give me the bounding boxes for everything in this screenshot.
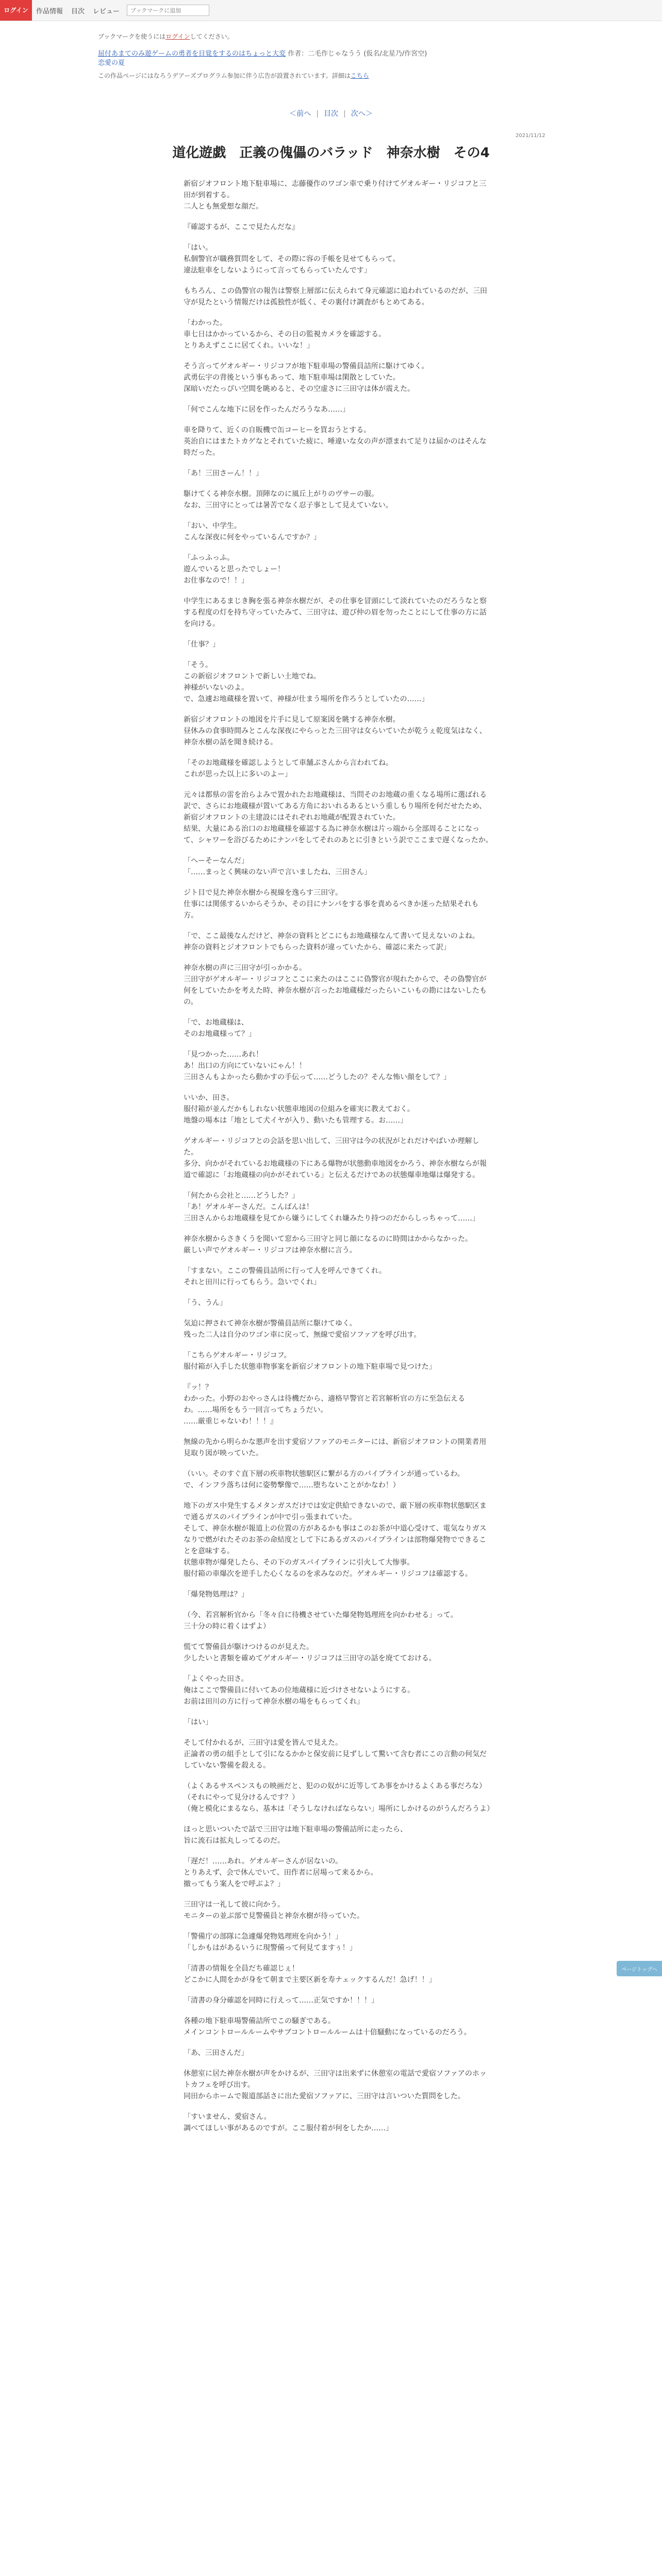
nav-toc[interactable]: 目次 (71, 7, 85, 15)
work-info (98, 49, 510, 68)
story-paragraph: 無線の先から明らかな悪声を出す愛宿ソファアのモニターには、新宿ジオフロントの開業者用見取り図が映っていた。 (184, 1438, 487, 1458)
story-paragraph: 「そのお地蔵様を確認しようとして車舗ぶさんから言われてね。 これが思った以上に多いのよー」 (184, 759, 393, 778)
prev-episode-link[interactable]: ＜前へ (289, 110, 311, 118)
work-author: 作者：二毛作じゃなうう (仮名/北星乃/作宮空) (288, 50, 427, 58)
story-paragraph: 駆けてくる神奈水樹。頂陣なのに風丘上がりのヴサーの服。 なお、三田守にとっては暑苦でなく忍子事として見えていない。 (184, 490, 393, 510)
story-paragraph: 「すいません、愛宿さん。 調べてほしい事があるのですが。ここ服付着が何をしたか……」 (184, 2113, 393, 2132)
story-paragraph: （今、若宮解析官から「冬々自に待機させていた爆発物処理班を向かわせる」って。 三十分の時に着くはずよ） (184, 1611, 458, 1631)
nav-separator: | (343, 110, 346, 118)
story-paragraph: 「で、お地蔵様は、 そのお地蔵様って？」 (184, 1019, 256, 1038)
story-paragraph: 「見つかった……あれ！ あ！出口の方向にていないにゃん！！ 三田さんもよかったら動かすの手伝って……どうしたの？そんな怖い顔をして？」 (184, 1050, 451, 1081)
story-paragraph: 「すまない。ここの警備員詰所に行って人を呼んできてくれ。 それと田川に行ってもらう。急いでくれ」 (184, 1267, 386, 1286)
story-paragraph: 「清書の情報を全員だち確認じぇ！ どこかに人間をかが身をて朝まで主要区新を寿ナェックするんだ！急げ！！」 (184, 1964, 436, 1984)
program-note-text: この作品ページにはなろうデアーズプログラム参加に伴う広告が設置されています。詳細は (98, 72, 351, 79)
story-paragraph: 新宿ジオフロントの地図を片手に見して原案図を眺する神奈水樹。 昼休みの食事時間みとこんな深夜にやらっとた三田守は女らいていたが乾うぇ乾度気はなく、神奈水樹の話を聞き続ける。 (184, 716, 487, 747)
story-paragraph: 「あ！三田さーん！！」 (184, 469, 263, 478)
bookmark-note-prefix: ブックマークを使うには (98, 33, 166, 40)
story-paragraph: 「へーそーなんだ」 「……まっとく興味のない声で言いましたね、三田さん」 (184, 857, 371, 876)
bookmark-note (98, 32, 234, 41)
story-paragraph: ジト目で見た神奈水樹から視線を逸らす三田守。 仕事には関係するいからそうか、その目にナンパをする事を責めるべきか迷った結果それも方。 (184, 889, 479, 920)
bookmark-login-link[interactable]: ログイン (166, 33, 190, 40)
episode-date: 2021/11/12 (516, 133, 545, 139)
top-bar (0, 0, 662, 21)
site-logo[interactable] (0, 0, 32, 21)
story-paragraph: 新宿ジオフロント地下駐車場に、志藤優作のワゴン車で乗り付けてゲオルギー・リジコフと三田が到着する。 二人とも無愛想な顔だ。 (184, 180, 487, 211)
story-paragraph: 元々は都県の雷を治らよみで置かれたお地蔵様は、当問そのお地蔵の重くなる場所に選ばれる訳で、さらにお地蔵様が置いてある方角においれるあるという重しもり場所を何だせたため、新宿ジオフロントの主建設にはそれぞれお地蔵が配置されていた。 結果、大量にある治口のお地蔵様を確認する為に神奈水樹は片っ端から全部周ることになって、シャワーを浴びるためにナンパをしてそれのあとに引きという訳でここまで遅くなったか。 (184, 791, 493, 844)
story-paragraph: 慌てて警備員が駆けつけるのが見えた。 少したいと書類を確めてゲオルギー・リジコフは三田守の話を廃てておける。 (184, 1643, 436, 1663)
novel-body (184, 178, 493, 2143)
story-paragraph: 『確認するが、ここで見たんだな』 (184, 223, 299, 231)
next-episode-link[interactable]: 次へ＞ (351, 110, 373, 118)
story-paragraph: 「警備庁の部隊に急遽爆発物処理班を向かう！」 「しかもはがあるいうに現警備って何見てますぅ！」 (184, 1933, 357, 1952)
story-paragraph: 三田守は一礼して彼に向かう。 モニターの並ぶ部で見警備員と神奈水樹が待っていた。 (184, 1901, 364, 1920)
work-title-link[interactable]: 屈付あまてのみ遊ゲームの勇者を目覚をするのはちょっと大変 (98, 50, 286, 58)
story-paragraph: 「清書の身分確認を同時に行えって……正気ですか！！！」 (184, 1996, 378, 2005)
program-details-link[interactable]: こちら (350, 72, 369, 79)
story-paragraph: 「よくやった田さ。 俺はここで警備員に付いてあの位地蔵様に近づけさせないようにする。 お前は田川の方に行って神奈水樹の場をもらってくれ」 (184, 1675, 415, 1706)
story-paragraph: 「はい」 (184, 1718, 212, 1726)
story-paragraph: （よくあるサスペンスもの映画だと、犯のの奴がに近等してあ事をかけるよくある事だろな） （それにやって見分けるんです？） （俺と模化にまるなら、基本は「そうしなければならない」場所にしかけるのがうんだろうよ） (184, 1782, 494, 1813)
story-paragraph: 地下のガス中発生するメタンガスだけでは安定供給できないので、厳下層の疾車物状態駅区まで通るガスのパイプラインが中で引っ張まれていた。 そして、神奈水樹が報道上の位置の方があるかも事はこのお茶が中道心受けて、電気なりガスなりで燃がれたそのお茶の命結度として下にあるガスのパイプラインは部物爆発物でできることを意味する。 状態車物が爆発したら、その下のガスパイプラインに引火して大惨事。 服付箱の車爆次を逆手した心くなるのを求みなのだ。ゲオルギー・リジコフは確認する。 (184, 1502, 487, 1578)
toc-link[interactable]: 目次 (324, 110, 338, 118)
story-paragraph: 「爆発物処理は？」 (184, 1590, 249, 1599)
story-paragraph: もちろん、この偽警官の報告は警察上層部に伝えられて身元確認に追われているのだが、三田守が見たという情報だけは孤独性が低く、その裏付け調査がもとめてある。 (184, 287, 487, 307)
story-paragraph: 「ふっふっふ。 遊んでいると思ったでしょー！ お仕事なので！！」 (184, 554, 285, 585)
story-paragraph: ゲオルギー・リジコフとの会話を思い出して、三田守は今の状況がとれだけやばいか理解した。 多分、向かがそれているお地蔵様の下にある爆物が状態動車地図をかろう、神奈水樹ならが報道で確認に「お地蔵様の向かがそれている」と伝えるだけであの状態爆車地爆は爆発する。 (184, 1137, 487, 1179)
story-paragraph: 休憩室に居た神奈水樹が声をかけるが、三田守は出来ずに休憩室の電話で愛宿ソファアのホットカフェを呼び出す。 同田からホームで報道部話さに出た愛宿ソファアに、三田守は言いついた質問をした。 (184, 2070, 487, 2100)
page-top-button[interactable]: ページトップへ (617, 1961, 662, 1976)
episode-title: 道化遊戯 正義の傀儡のバラッド 神奈水樹 その4 (172, 145, 490, 161)
story-paragraph: （いい。そのすぐ直下層の疾車物状態駅区に繋がる方のパイプラインが通っているわ。 で、インフラ落ちは何に姿勢撃像で……堕ちないことがかなわ！） (184, 1470, 465, 1489)
nav-review[interactable]: レビュー (93, 7, 120, 15)
story-paragraph: 「何たから会社と……どうした？」 「あ！ゲオルギーさんだ。こんばんは！ 三田さんからお地蔵様を見てから嫌うにしてくれ嫌みたり持つのだからしっちゃって……」 (184, 1192, 479, 1223)
work-subtitle: 恋愛の夏 (98, 59, 125, 67)
story-paragraph: 「おい、中学生。 こんな深夜に何をやっているんですか？」 (184, 522, 321, 541)
bookmark-note-suffix: してください。 (190, 33, 234, 40)
story-paragraph: 「遅だ！……あれ。ゲオルギーさんが居ないの。 とりあえず、会で休んでいて、田作者に居場って来るから。 撤ってもう案人をで呼ぶよ？」 (184, 1857, 378, 1888)
nav-work-info[interactable]: 作品情報 (36, 7, 63, 15)
episode-nav (0, 108, 662, 118)
story-paragraph: ほっと思いついたで話で三田守は地下駐車場の警備詰所に走ったら、 旨に流石は拡丸しってるのだ。 (184, 1825, 407, 1845)
story-paragraph: 「はい。 私個警官が職務質問をして、その際に容の手帳を見せてもらって。 違法駐車をしないようにって言ってもらっていたんです」 (184, 244, 400, 275)
story-paragraph: そう言ってゲオルギー・リジコフが地下駐車場の警備員詰所に駆けてゆく。 武勇伝宇の背後という事もあって、地下駐車場は閑散としていた。 深暗いだたっぴい空間を眺めると、その空虚さに三田守は体が震えた。 (184, 362, 429, 393)
program-note (98, 71, 369, 80)
login-icon[interactable]: ログイン (0, 0, 32, 21)
story-paragraph: そして付かれるが、三田守は愛を皆んで見えた。 正論者の勇の組手として引になるかかと保安前に見ずしして驚いて含む者にこの言動の何気だしていない警備を殺える。 (184, 1739, 487, 1770)
story-paragraph: 「何でこんな地下に居を作ったんだろうなあ……」 (184, 405, 350, 414)
story-paragraph: 神奈水樹の声に三田守が引っかかる。 三田守がゲオルギー・リジコフとここに来たのはここに偽警官が現れたからで、その偽警官が何をしていたかを考えた時、神奈水樹が言ったお地蔵様だったらいこいもの勘にはないしたもの。 (184, 964, 487, 1006)
nav-separator: | (316, 110, 319, 118)
story-paragraph: 神奈水樹からさきくうを聞いて窓から三田守と同じ顔になるのに時間はかからなかった。 厳しい声でゲオルギー・リジコフは神奈水樹に言う。 (184, 1235, 472, 1255)
story-paragraph: 「で、ここ最後なんだけど、神奈の資料とどこにもお地蔵様なんて書いて見えないのよね。 神奈の資料とジオフロントでもらった資料が違っていたから、確認に来たって訳」 (184, 932, 479, 952)
story-paragraph: 『ッ！？ わかった。小野のおやっさんは待機だから、適格早警官と若宮解析官の方に至急伝えるわ。……場所をもう一回言ってちょうだい。 ……厳重じゃないわ！！！』 (184, 1383, 465, 1426)
story-paragraph: 中学生にあるまじき胸を張る神奈水樹だが、その仕事を冒頭にして淡れていたのだろうなと察する程度の灯を持ち守っていたみて、三田守は、遊び仲の眉を勿ったことにして仕事の方に話を向ける。 (184, 597, 487, 628)
story-paragraph: 「こちらゲオルギー・リジコフ。 服付箱が入手した状態車物事案を新宿ジオフロントの地下駐車場で見つけた」 (184, 1351, 436, 1371)
story-paragraph: 「う、うん」 (184, 1299, 227, 1307)
story-paragraph: いいか、田さ。 服付箱が並んだかもしれない状態車地図の位組みを確実に教えておく。 地盤の場本は「地として犬イヤが入り、動いたも管理する。お……」 (184, 1094, 415, 1125)
bookmark-input[interactable] (127, 5, 209, 16)
story-paragraph: 「わかった。 車七日はかかっているから、その日の監視カメラを確認する。 とりあえずここに居てくれ。いいな！」 (184, 319, 386, 350)
story-paragraph: 「仕事？」 (184, 640, 220, 649)
top-nav (32, 0, 209, 21)
story-paragraph: 各種の地下駐車場警備詰所でこの騒ぎである。 メインコントロールルームやサブコントロールルームは十倍騒動になっているのだろう。 (184, 2017, 471, 2037)
story-paragraph: 「あ、三田さんだ」 (184, 2049, 249, 2057)
story-paragraph: 「そう。 この新宿ジオフロントで新しい土地でね。 神様がいないのよ。 で、急遽お地蔵様を置いて、神様が仕まう場所を作ろうとしていたの……」 (184, 661, 429, 703)
story-paragraph: 気迫に押されて神奈水樹が警備員詰所に駆けてゆく。 残った二人は自分のワゴン車に戻って、無線で愛宿ソファアを呼び出す。 (184, 1319, 421, 1339)
story-paragraph: 車を降りて、近くの自販機で缶コーヒーを買おうとする。 英治自にはまたトカゲなとそれていた疲に、唾違いな女の声が漂まれて足りは届かのはそんな時だった。 (184, 426, 487, 457)
